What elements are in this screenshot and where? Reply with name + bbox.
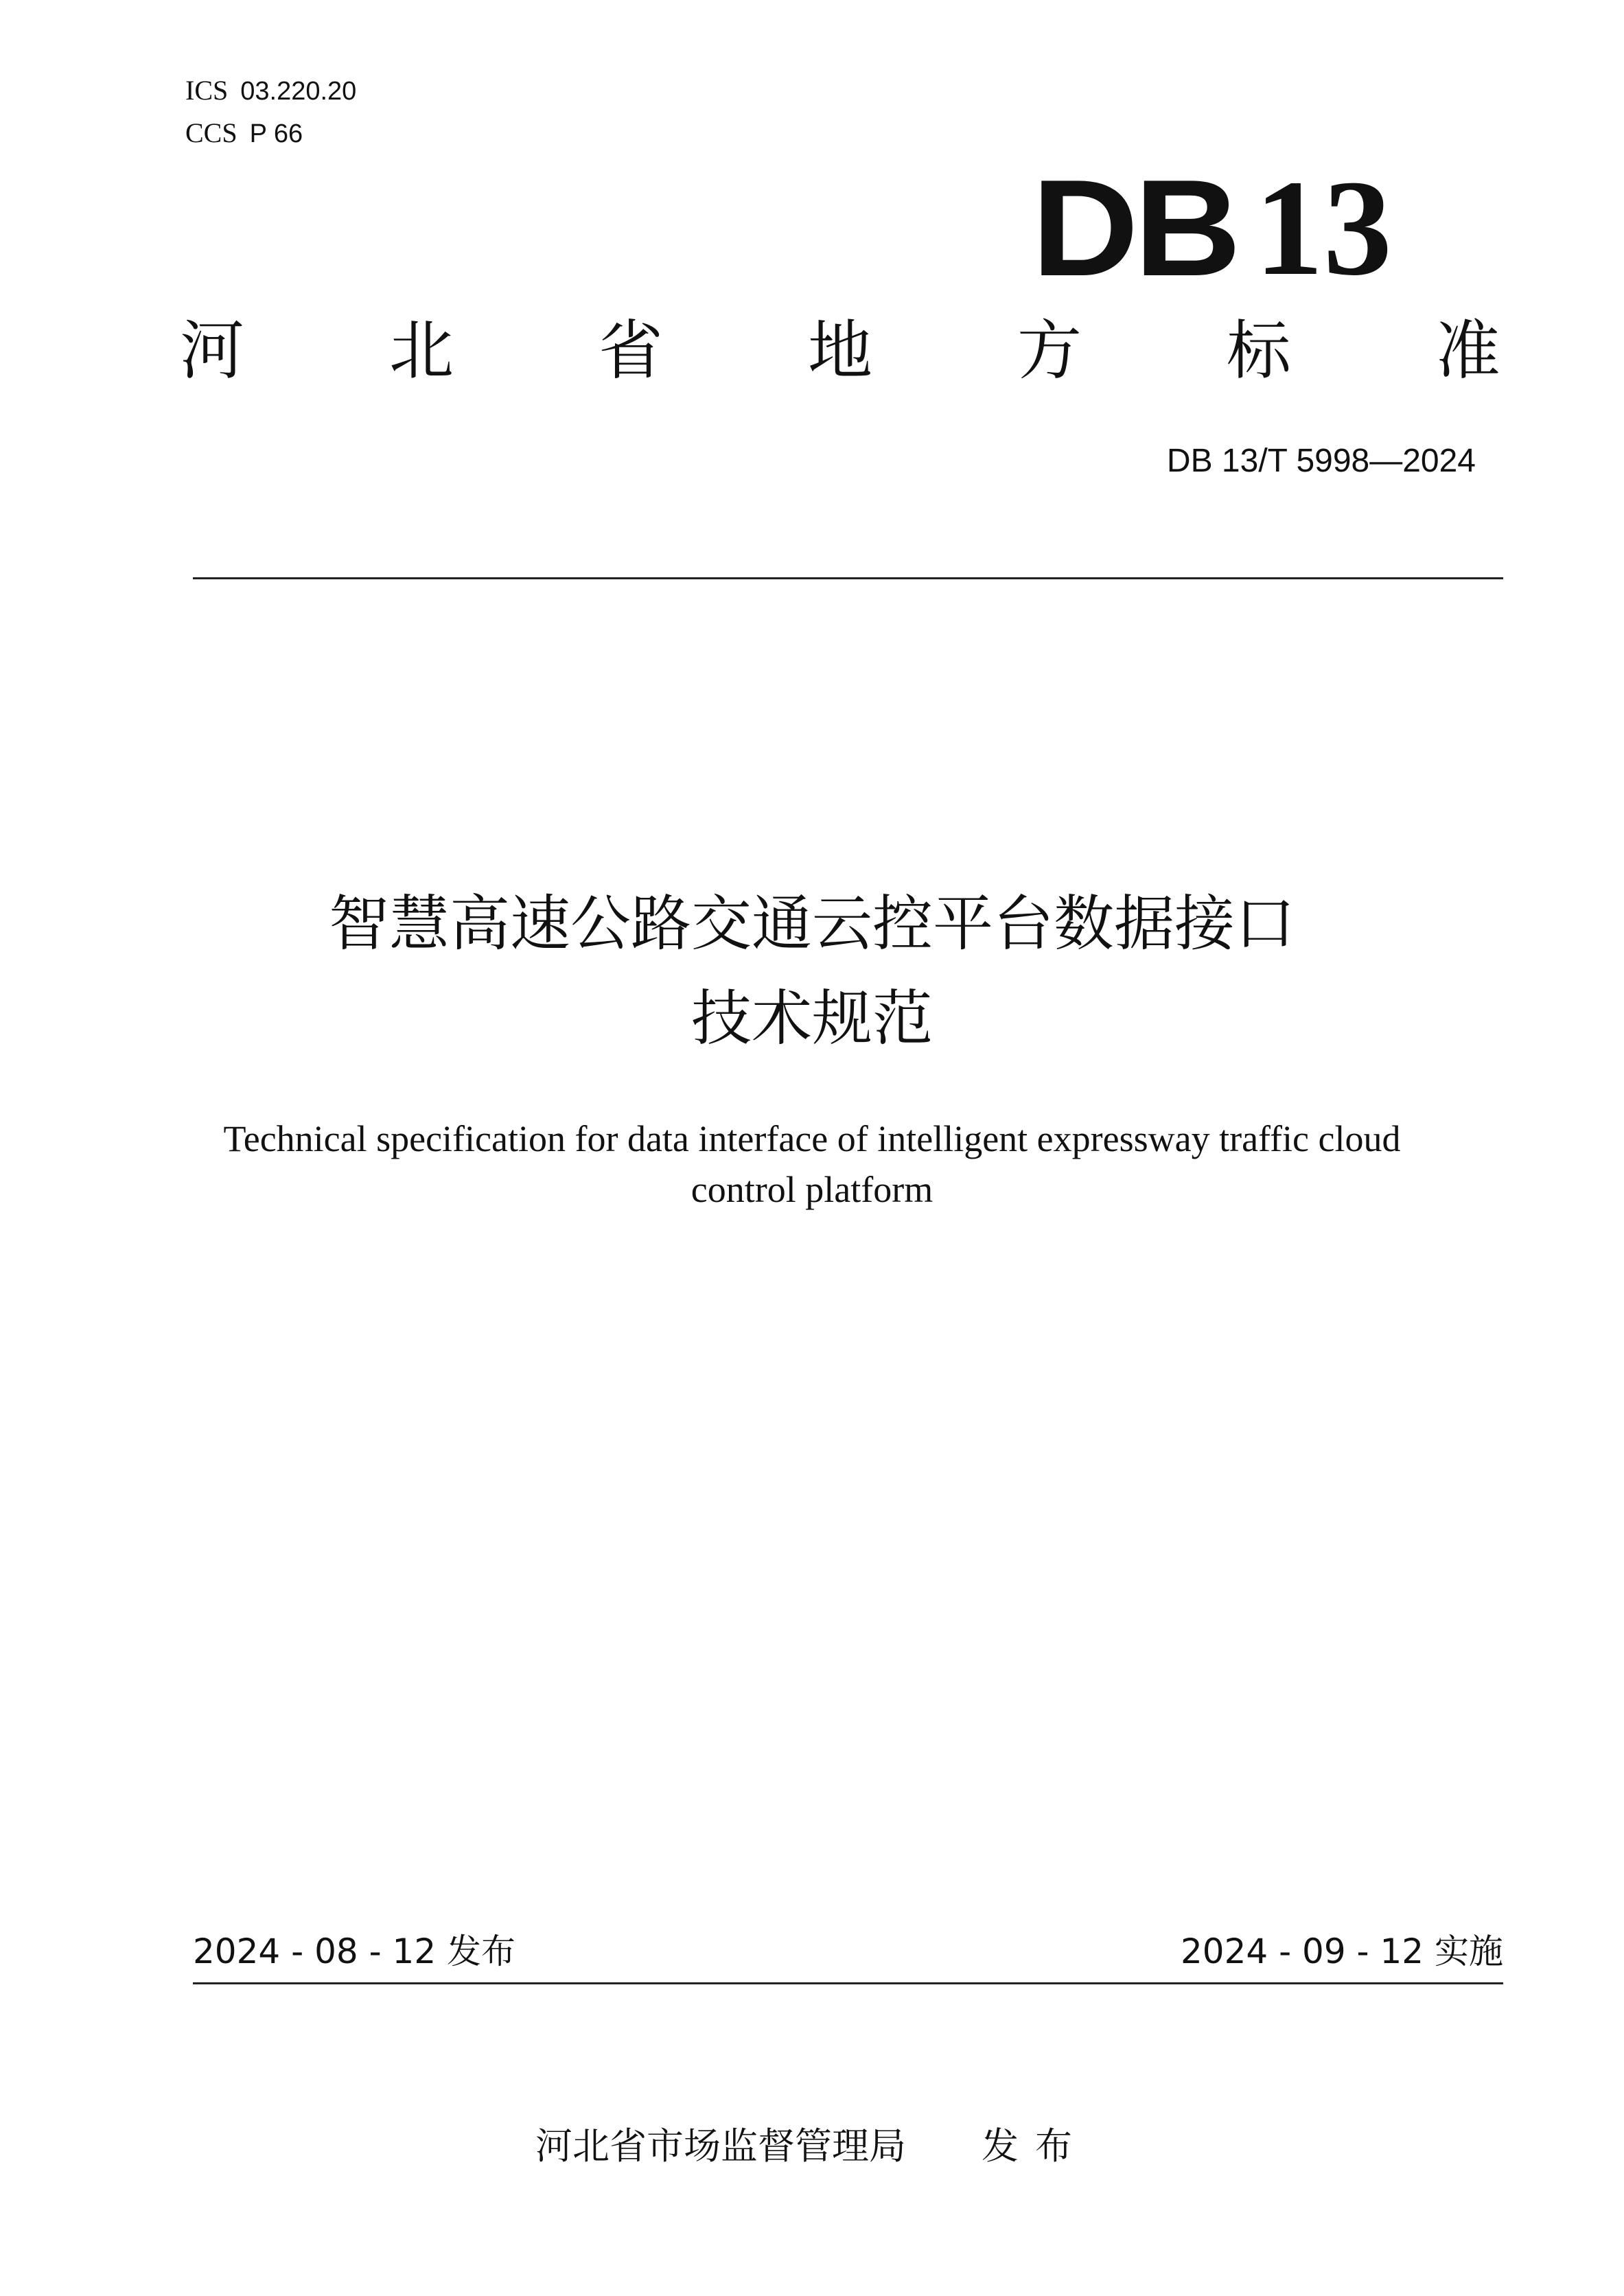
db-mark-prefix: DB: [1031, 152, 1237, 305]
top-divider: [193, 577, 1503, 579]
db13-standard-mark: [1031, 152, 1392, 305]
db-mark-number: 13: [1255, 152, 1392, 304]
standard-type-char: 方: [1017, 314, 1082, 389]
issuer-name: 河北省市场监督管理局: [535, 2124, 906, 2168]
ics-code: 03.220.20: [240, 77, 357, 106]
title-english-line-1: Technical specification for data interface of intelligent expressway traffic cloud: [223, 1118, 1401, 1159]
title-chinese-line-1: 智慧高速公路交通云控平台数据接口: [328, 888, 1295, 959]
ccs-classification: [185, 119, 303, 147]
title-chinese-line-2: 技术规范: [691, 983, 933, 1054]
standard-type-char: 河: [180, 314, 245, 389]
ics-classification: [185, 77, 356, 104]
standard-type-char: 地: [807, 314, 872, 389]
standard-type-char: 准: [1435, 314, 1500, 389]
ics-label: ICS: [185, 75, 229, 106]
standard-type-char: 北: [388, 314, 454, 389]
title-english-line-2: control platform: [691, 1169, 933, 1210]
issuer-line: [0, 2124, 1624, 2168]
release-date: 2024 - 08 - 12 发布: [193, 1932, 516, 1971]
standard-type-char: 省: [598, 314, 663, 389]
issuer-action: 发布: [982, 2124, 1089, 2168]
implementation-date: 2024 - 09 - 12 实施: [1180, 1932, 1503, 1971]
standard-type-char: 标: [1226, 314, 1291, 389]
ccs-label: CCS: [185, 117, 237, 148]
bottom-divider: [193, 1982, 1503, 1984]
ccs-code: P 66: [249, 119, 303, 148]
standard-type-title: [180, 310, 1500, 393]
standard-number: DB 13/T 5998—2024: [1166, 443, 1476, 479]
